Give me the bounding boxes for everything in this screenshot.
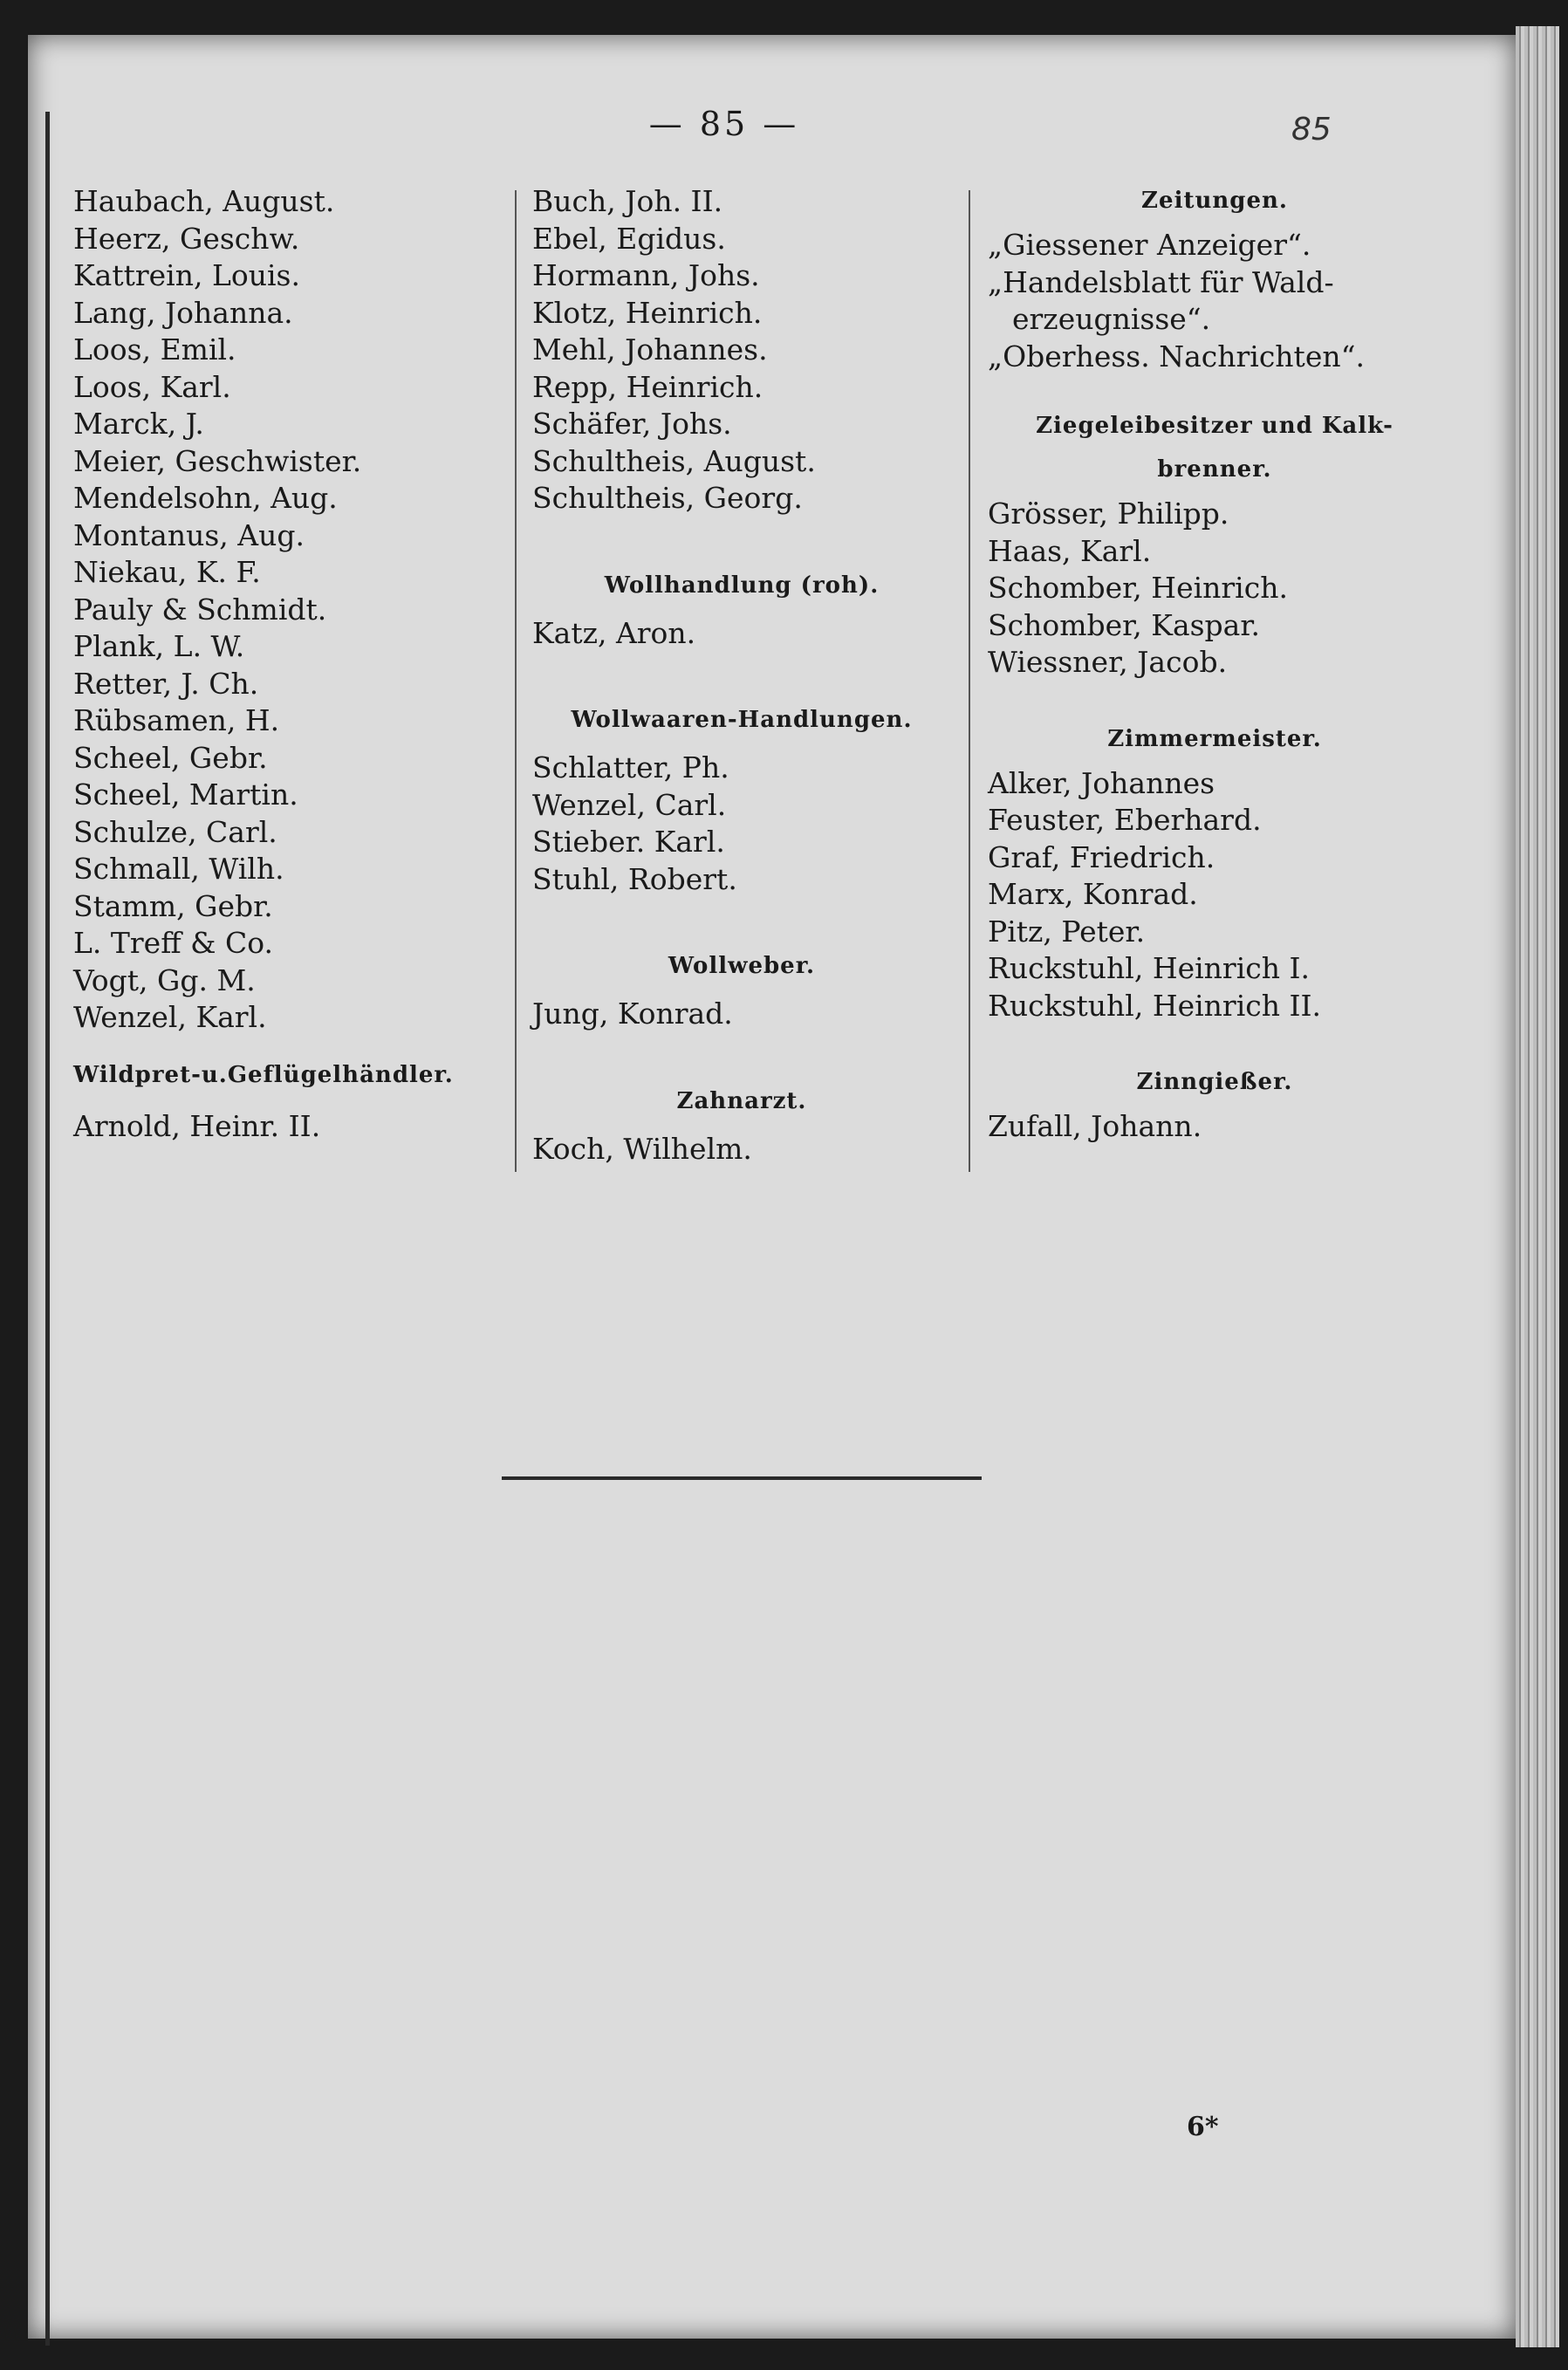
column-divider-2	[969, 190, 970, 1172]
printer-signature-mark: 6*	[1187, 2112, 1219, 2142]
list-item: Schultheis, Georg.	[532, 481, 803, 515]
list-item: Haubach, August.	[73, 184, 335, 218]
list-item: Wenzel, Karl.	[73, 1000, 267, 1034]
list-item: Heerz, Geschw.	[73, 221, 300, 256]
list-item: Loos, Emil.	[73, 332, 236, 366]
column-2	[532, 183, 951, 1168]
binding-rule	[45, 112, 50, 2346]
list-item: Loos, Karl.	[73, 369, 231, 404]
list-item: Schultheis, August.	[532, 443, 816, 478]
list-item: Scheel, Martin.	[73, 777, 298, 812]
list-item: Ebel, Egidus.	[532, 221, 726, 256]
section-heading-wildpret: Wildpret-u.Geflügelhändler.	[73, 1061, 454, 1088]
page-edge-stack	[1516, 26, 1559, 2347]
list-item: Schlatter, Ph.	[532, 750, 729, 784]
list-item: Stieber. Karl.	[532, 825, 725, 859]
section-heading-wollweber: Wollweber.	[668, 953, 816, 979]
ziegelei-list	[988, 496, 1441, 682]
list-item: Graf, Friedrich.	[988, 839, 1215, 874]
list-item: Pitz, Peter.	[988, 914, 1146, 949]
wollwaaren-list	[532, 750, 951, 898]
wollweber-list	[532, 996, 951, 1033]
list-item: Arnold, Heinr. II.	[73, 1108, 321, 1143]
list-item: Niekau, K. F.	[73, 555, 261, 589]
name-list	[73, 183, 510, 1037]
list-item: Schulze, Carl.	[73, 814, 277, 849]
list-item: Stuhl, Robert.	[532, 861, 737, 896]
list-item: Lang, Johanna.	[73, 295, 293, 330]
name-list	[532, 183, 951, 517]
list-item: Ruckstuhl, Heinrich II.	[988, 988, 1322, 1023]
list-item: erzeugnisse“.	[1012, 302, 1211, 336]
section-heading-zinngiesser: Zinngießer.	[1136, 1069, 1293, 1095]
list-item: Koch, Wilhelm.	[532, 1131, 752, 1166]
list-item: Schomber, Kaspar.	[988, 607, 1260, 642]
list-item: Klotz, Heinrich.	[532, 295, 763, 330]
list-item: „Giessener Anzeiger“.	[988, 228, 1311, 262]
section-end-rule	[502, 1476, 982, 1480]
zeitungen-list	[988, 227, 1441, 375]
zinngiesser-list	[988, 1108, 1441, 1146]
section-heading-zahnarzt: Zahnarzt.	[676, 1087, 807, 1114]
column-3	[988, 183, 1441, 1146]
list-item: Mehl, Johannes.	[532, 332, 768, 366]
column-divider-1	[515, 190, 517, 1172]
list-item: Alker, Johannes	[988, 765, 1215, 800]
list-item: Rübsamen, H.	[73, 703, 280, 737]
list-item: Feuster, Eberhard.	[988, 803, 1262, 837]
section-heading-wollhandlung: Wollhandlung (roh).	[604, 572, 880, 599]
list-item: Schäfer, Johs.	[532, 407, 732, 441]
section-heading-ziegelei-cont: brenner.	[1157, 456, 1272, 483]
list-item: Wenzel, Carl.	[532, 787, 727, 822]
section-heading-zimmermeister: Zimmermeister.	[1107, 725, 1322, 752]
list-item: Montanus, Aug.	[73, 517, 305, 552]
list-item: Repp, Heinrich.	[532, 369, 763, 404]
section-heading-zeitungen: Zeitungen.	[1141, 188, 1288, 214]
wildpret-list	[73, 1108, 510, 1146]
list-item: Stamm, Gebr.	[73, 888, 273, 923]
list-item: Plank, L. W.	[73, 629, 245, 663]
list-item: Wiessner, Jacob.	[988, 645, 1228, 679]
list-item: Zufall, Johann.	[988, 1109, 1202, 1143]
list-item: Scheel, Gebr.	[73, 740, 268, 775]
list-item: „Oberhess. Nachrichten“.	[988, 339, 1365, 373]
list-item: L. Treff & Co.	[73, 926, 274, 960]
list-item: Schmall, Wilh.	[73, 852, 284, 886]
list-item: Haas, Karl.	[988, 533, 1152, 568]
wollhandlung-list	[532, 615, 951, 653]
list-item: Vogt, Gg. M.	[73, 962, 256, 997]
list-item: Marx, Konrad.	[988, 877, 1198, 911]
list-item: Marck, J.	[73, 407, 204, 441]
list-item: Katz, Aron.	[532, 615, 696, 650]
list-item: Meier, Geschwister.	[73, 443, 362, 478]
zahnarzt-list	[532, 1131, 951, 1168]
list-item: Buch, Joh. II.	[532, 184, 723, 218]
list-item: Grösser, Philipp.	[988, 497, 1229, 531]
list-item: Pauly & Schmidt.	[73, 592, 327, 627]
list-item: Kattrein, Louis.	[73, 258, 300, 292]
handwritten-page-number: 85	[1291, 112, 1332, 147]
page-header: — 85 —	[648, 105, 800, 143]
section-heading-wollwaaren: Wollwaaren-Handlungen.	[571, 707, 913, 733]
list-item: Retter, J. Ch.	[73, 666, 259, 701]
list-item: Hormann, Johs.	[532, 258, 760, 292]
list-item: Mendelsohn, Aug.	[73, 481, 338, 515]
list-item: Jung, Konrad.	[532, 997, 733, 1031]
list-item: Ruckstuhl, Heinrich I.	[988, 951, 1311, 985]
column-1	[73, 183, 510, 1145]
list-item: Schomber, Heinrich.	[988, 571, 1288, 605]
section-heading-ziegelei: Ziegeleibesitzer und Kalk-	[1036, 413, 1393, 439]
zimmermeister-list	[988, 765, 1441, 1025]
list-item: „Handelsblatt für Wald-	[988, 264, 1334, 299]
